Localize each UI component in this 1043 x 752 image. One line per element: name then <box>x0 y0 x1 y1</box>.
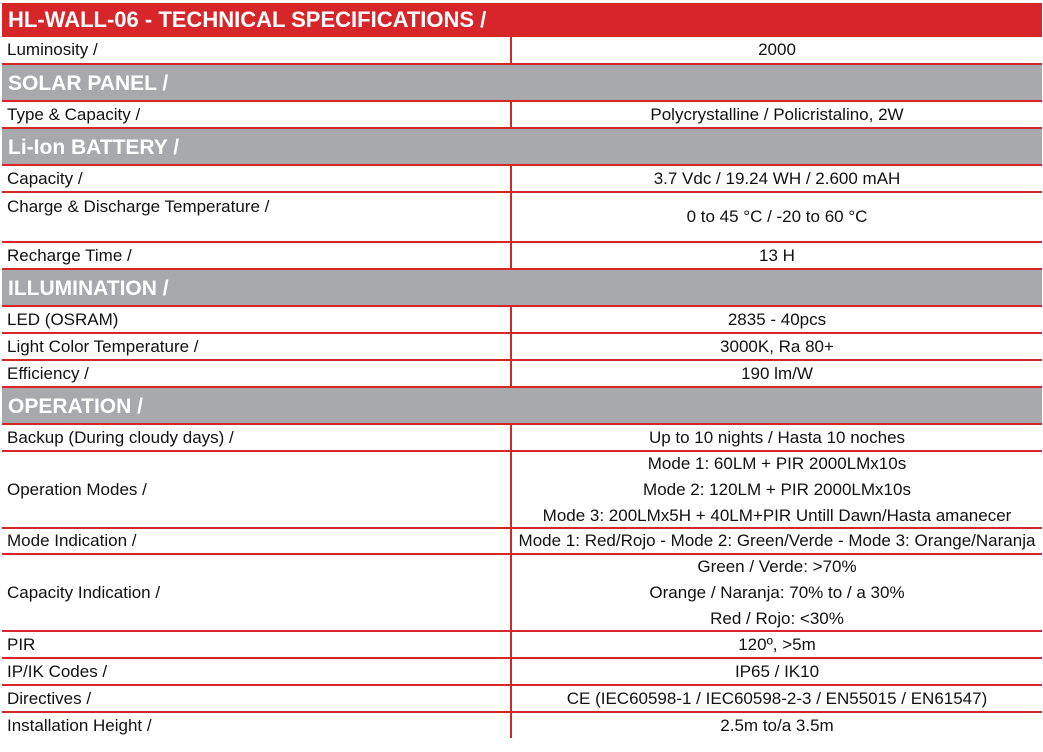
spec-label: Light Color Temperature / <box>2 334 512 359</box>
spec-value <box>512 307 1042 332</box>
spec-value-line: 0 to 45 °C / -20 to 60 °C <box>686 207 868 226</box>
spec-label: Efficiency / <box>2 361 512 386</box>
spec-value <box>512 529 1042 553</box>
spec-value-line: 3000K, Ra 80+ <box>720 336 834 356</box>
spec-label: Luminosity / <box>2 37 512 63</box>
spec-value <box>512 193 1042 241</box>
spec-value <box>512 659 1042 684</box>
spec-row <box>2 100 1042 127</box>
spec-row <box>2 684 1042 711</box>
spec-label: Charge & Discharge Temperature / <box>2 193 512 241</box>
spec-title: HL-WALL-06 - TECHNICAL SPECIFICATIONS / <box>2 3 1042 35</box>
spec-table <box>2 37 1042 738</box>
spec-row <box>2 423 1042 450</box>
spec-label: Capacity / <box>2 166 512 191</box>
spec-label: IP/IK Codes / <box>2 659 512 684</box>
spec-sheet <box>2 3 1042 738</box>
spec-value-line: Polycrystalline / Policristalino, 2W <box>650 104 904 124</box>
section-header: OPERATION / <box>2 386 1042 423</box>
spec-value-line: 190 lm/W <box>741 363 813 383</box>
spec-label: Operation Modes / <box>2 452 512 527</box>
spec-value-line: Orange / Naranja: 70% to / a 30% <box>649 582 905 602</box>
spec-row <box>2 164 1042 191</box>
spec-label: PIR <box>2 632 512 657</box>
spec-value-line: 13 H <box>759 245 795 265</box>
spec-value <box>512 361 1042 386</box>
spec-value <box>512 102 1042 127</box>
section-header: SOLAR PANEL / <box>2 63 1042 100</box>
spec-value-line: 2000 <box>758 40 796 59</box>
spec-row <box>2 630 1042 657</box>
spec-value-line: IP65 / IK10 <box>734 661 820 681</box>
spec-value-line: Mode 2: 120LM + PIR 2000LMx10s <box>643 479 911 499</box>
spec-value-line: 2835 - 40pcs <box>727 309 827 329</box>
spec-row <box>2 332 1042 359</box>
spec-value-line: CE (IEC60598-1 / IEC60598-2-3 / EN55015 / EN61547) <box>566 688 988 708</box>
spec-value-line: Mode 1: 60LM + PIR 2000LMx10s <box>647 453 907 473</box>
spec-value-line: Mode 3: 200LMx5H + 40LM+PIR Untill Dawn/Hasta amanecer <box>542 505 1012 525</box>
spec-value <box>512 452 1042 527</box>
spec-value-line: Green / Verde: >70% <box>697 556 857 576</box>
spec-value <box>512 166 1042 191</box>
spec-row <box>2 359 1042 386</box>
spec-label: Backup (During cloudy days) / <box>2 425 512 450</box>
spec-value-line: 120º, >5m <box>738 634 816 654</box>
spec-row <box>2 527 1042 553</box>
spec-label: Recharge Time / <box>2 243 512 268</box>
spec-value <box>512 334 1042 359</box>
spec-label: Directives / <box>2 686 512 711</box>
spec-row <box>2 37 1042 63</box>
spec-value <box>512 632 1042 657</box>
spec-label: Mode Indication / <box>2 529 512 553</box>
spec-label: Capacity Indication / <box>2 555 512 630</box>
spec-value <box>512 425 1042 450</box>
spec-value-line: Red / Rojo: <30% <box>710 608 844 628</box>
spec-value-line: Up to 10 nights / Hasta 10 noches <box>648 427 906 447</box>
spec-value-line: Mode 1: Red/Rojo - Mode 2: Green/Verde - Mode 3: Orange/Naranja <box>518 531 1036 550</box>
spec-value <box>512 686 1042 711</box>
spec-row <box>2 711 1042 738</box>
spec-value-line: 3.7 Vdc / 19.24 WH / 2.600 mAH <box>653 168 901 188</box>
spec-row <box>2 657 1042 684</box>
spec-label: Type & Capacity / <box>2 102 512 127</box>
spec-value <box>512 555 1042 630</box>
spec-row <box>2 450 1042 527</box>
spec-label: Installation Height / <box>2 713 512 738</box>
spec-row <box>2 241 1042 268</box>
section-header: Li-Ion BATTERY / <box>2 127 1042 164</box>
spec-value <box>512 713 1042 738</box>
spec-value <box>512 37 1042 63</box>
spec-value-line: 2.5m to/a 3.5m <box>720 715 834 735</box>
spec-row <box>2 305 1042 332</box>
spec-row <box>2 191 1042 241</box>
spec-value <box>512 243 1042 268</box>
spec-label: LED (OSRAM) <box>2 307 512 332</box>
spec-row <box>2 553 1042 630</box>
section-header: ILLUMINATION / <box>2 268 1042 305</box>
